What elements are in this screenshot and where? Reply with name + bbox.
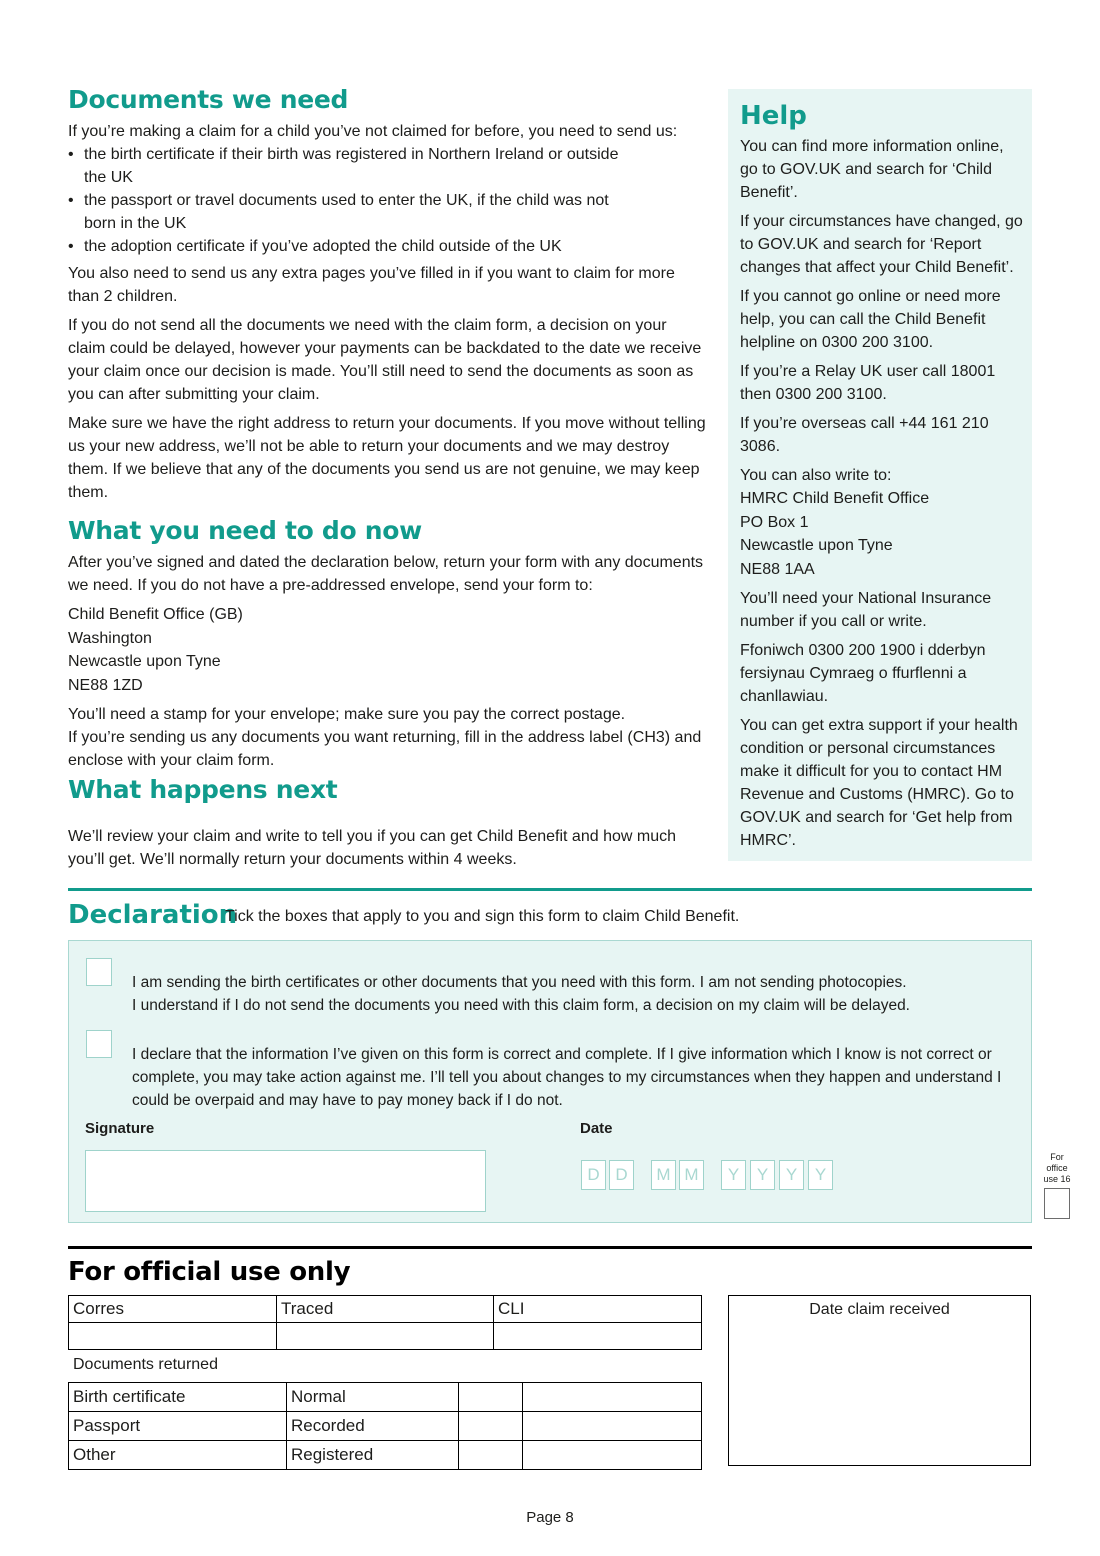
declaration-intro: Tick the boxes that apply to you and sign this form to claim Child Benefit. bbox=[225, 908, 740, 925]
address-line: HMRC Child Benefit Office bbox=[740, 490, 930, 507]
return-address bbox=[68, 603, 708, 697]
address-line: Newcastle upon Tyne bbox=[68, 653, 221, 670]
tick1-line1: I am sending the birth certificates or other documents that you need with this form. I am not sending photocopies. bbox=[132, 974, 907, 991]
address-line: NE88 1ZD bbox=[68, 676, 143, 694]
documents-returned-table bbox=[68, 1382, 702, 1470]
tick1-line2: I understand if I do not send the documents you need with this claim form, a decision on my claim will be delayed. bbox=[132, 997, 910, 1014]
date-year-2[interactable]: Y bbox=[750, 1160, 775, 1190]
page-number: Page 8 bbox=[526, 1509, 574, 1526]
postage-cell: Recorded bbox=[287, 1412, 459, 1441]
help-online: You can find more information online, go to GOV.UK and search for ‘Child Benefit’. bbox=[740, 138, 1004, 201]
date-claim-received-box[interactable] bbox=[728, 1295, 1031, 1466]
todo-intro: After you’ve signed and dated the declaration below, return your form with any documents we need. If you do not have a pre-addressed envelope, send your form to: bbox=[68, 554, 704, 594]
date-month-2[interactable]: M bbox=[679, 1160, 704, 1190]
date-month-1[interactable]: M bbox=[651, 1160, 676, 1190]
table-row bbox=[69, 1323, 702, 1350]
table-row bbox=[69, 1412, 702, 1441]
help-ni-number: You’ll need your National Insurance number if you call or write. bbox=[740, 590, 992, 630]
help-relay: If you’re a Relay UK user call 18001 then 0300 200 3100. bbox=[740, 363, 996, 403]
address-line: NE88 1AA bbox=[740, 560, 815, 578]
address-line: Child Benefit Office (GB) bbox=[68, 606, 243, 623]
blank-cell[interactable] bbox=[523, 1441, 702, 1470]
list-item: • the passport or travel documents used to enter the UK, if the child was not born in the UK bbox=[68, 189, 628, 235]
blank-cell[interactable] bbox=[459, 1383, 523, 1412]
help-panel bbox=[728, 89, 1032, 861]
todo-section bbox=[68, 551, 708, 772]
postage-cell: Registered bbox=[287, 1441, 459, 1470]
tick1-text bbox=[132, 971, 1012, 1017]
stamp-note: You’ll need a stamp for your envelope; make sure you pay the correct postage. bbox=[68, 706, 626, 723]
help-helpline: If you cannot go online or need more help, you can call the Child Benefit helpline on 0300 200 3100. bbox=[740, 288, 1001, 351]
documents-delay-note: If you do not send all the documents we need with the claim form, a decision on your claim could be delayed, however your payments can be backdated to the date we receive your claim once our decision is made. You’ll still need to send the documents as soon as you can after submitting your claim. bbox=[68, 317, 702, 403]
table-row bbox=[69, 1383, 702, 1412]
postage-cell: Normal bbox=[287, 1383, 459, 1412]
help-address bbox=[740, 487, 1024, 581]
declaration-checkbox[interactable] bbox=[86, 1030, 112, 1058]
doc-type-cell: Other bbox=[69, 1441, 287, 1470]
signature-field[interactable] bbox=[85, 1150, 486, 1212]
address-line: Newcastle upon Tyne bbox=[740, 537, 893, 554]
documents-returned-label: Documents returned bbox=[73, 1356, 218, 1373]
table-row bbox=[69, 1441, 702, 1470]
date-day-1[interactable]: D bbox=[581, 1160, 606, 1190]
next-heading: What happens next bbox=[68, 775, 338, 804]
documents-extra-pages: You also need to send us any extra pages you’ve filled in if you want to claim for more than 2 children. bbox=[68, 265, 675, 305]
declaration-heading: Declaration bbox=[68, 900, 238, 930]
list-item: • the adoption certificate if you’ve adopted the child outside of the UK bbox=[68, 235, 628, 258]
date-label: Date bbox=[580, 1120, 613, 1137]
help-welsh: Ffoniwch 0300 200 1900 i dderbyn fersiynau Cymraeg o ffurflenni a chanllawiau. bbox=[740, 642, 986, 705]
blank-cell[interactable] bbox=[523, 1383, 702, 1412]
documents-heading: Documents we need bbox=[68, 85, 349, 114]
doc-type-cell: Passport bbox=[69, 1412, 287, 1441]
help-overseas: If you’re overseas call +44 161 210 3086. bbox=[740, 415, 989, 455]
office-use-box[interactable] bbox=[1044, 1188, 1070, 1219]
help-extra-support: You can get extra support if your health condition or personal circumstances make it difficult for you to contact HM Revenue and Customs (HMRC). Go to GOV.UK and search for ‘Get help from HMRC’. bbox=[740, 717, 1018, 849]
official-table-top bbox=[68, 1295, 702, 1350]
help-write-intro: You can also write to: bbox=[740, 467, 892, 484]
help-heading: Help bbox=[740, 101, 807, 131]
date-year-3[interactable]: Y bbox=[779, 1160, 804, 1190]
address-line: Washington bbox=[68, 629, 152, 647]
traced-cell: Traced bbox=[277, 1296, 494, 1323]
table-row bbox=[69, 1296, 702, 1323]
signature-label: Signature bbox=[85, 1120, 155, 1137]
list-item: • the birth certificate if their birth was registered in Northern Ireland or outside the UK bbox=[68, 143, 628, 189]
office-use-label: For office use 16 bbox=[1043, 1152, 1071, 1184]
official-heading: For official use only bbox=[68, 1257, 351, 1287]
cli-value-cell[interactable] bbox=[494, 1323, 702, 1350]
blank-cell[interactable] bbox=[523, 1412, 702, 1441]
date-year-4[interactable]: Y bbox=[808, 1160, 833, 1190]
documents-list bbox=[68, 143, 628, 258]
documents-address-note: Make sure we have the right address to return your documents. If you move without telling us your new address, we’ll not be able to return your documents and we may destroy them. If we believe that any of the documents you send us are not genuine, we may keep them. bbox=[68, 415, 706, 501]
documents-section bbox=[68, 120, 708, 510]
documents-sent-checkbox[interactable] bbox=[86, 958, 112, 986]
address-line: PO Box 1 bbox=[740, 513, 809, 531]
corres-value-cell[interactable] bbox=[69, 1323, 277, 1350]
todo-heading: What you need to do now bbox=[68, 516, 422, 545]
date-claim-received-label: Date claim received bbox=[809, 1301, 950, 1318]
blank-cell[interactable] bbox=[459, 1441, 523, 1470]
cli-cell: CLI bbox=[494, 1296, 702, 1323]
corres-cell: Corres bbox=[69, 1296, 277, 1323]
help-circumstances: If your circumstances have changed, go to GOV.UK and search for ‘Report changes that affect your Child Benefit’. bbox=[740, 213, 1023, 276]
blank-cell[interactable] bbox=[459, 1412, 523, 1441]
declaration-divider bbox=[68, 888, 1032, 891]
date-year-1[interactable]: Y bbox=[721, 1160, 746, 1190]
next-text: We’ll review your claim and write to tell you if you can get Child Benefit and how much you’ll get. We’ll normally return your documents within 4 weeks. bbox=[68, 828, 676, 868]
returning-note: If you’re sending us any documents you want returning, fill in the address label (CH3) and enclose with your claim form. bbox=[68, 729, 702, 769]
documents-intro: If you’re making a claim for a child you’ve not claimed for before, you need to send us: bbox=[68, 123, 678, 140]
date-day-2[interactable]: D bbox=[609, 1160, 634, 1190]
doc-type-cell: Birth certificate bbox=[69, 1383, 287, 1412]
traced-value-cell[interactable] bbox=[277, 1323, 494, 1350]
tick2-text: I declare that the information I’ve given on this form is correct and complete. If I give information which I know is not correct or complete, you may take action against me. I’ll tell you about changes to my circumstances when they happen and understand I could be overpaid and may have to pay money back if I do not. bbox=[132, 1046, 1002, 1109]
official-divider bbox=[68, 1246, 1032, 1249]
